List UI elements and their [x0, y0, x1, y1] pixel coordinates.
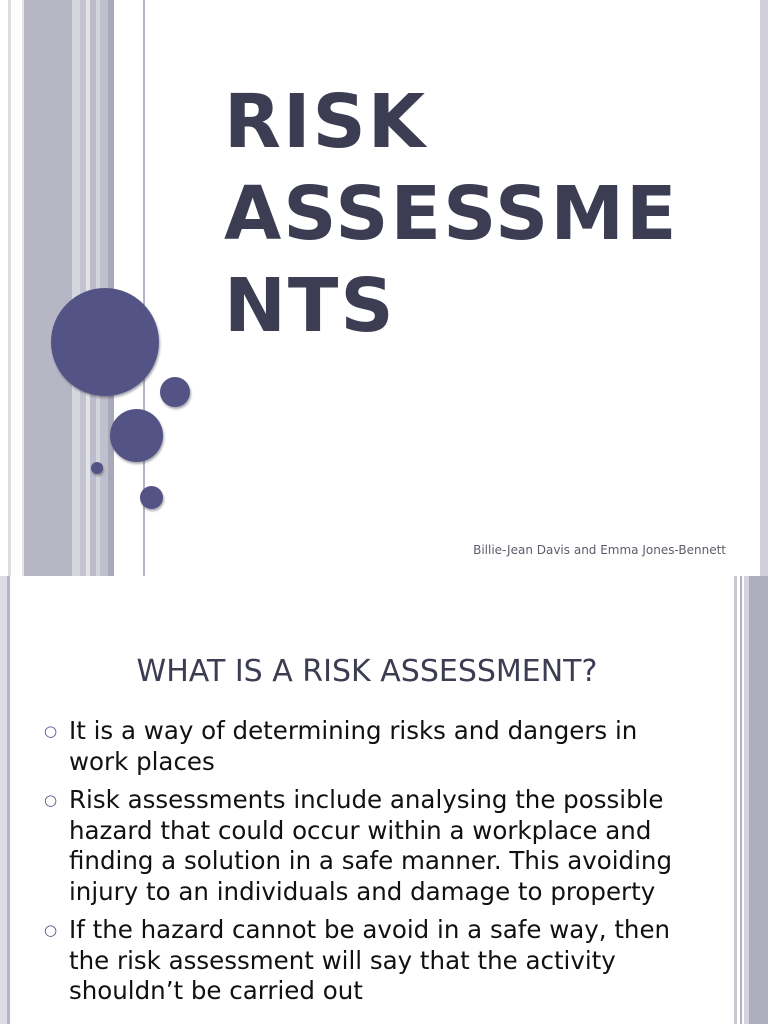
list-item [44, 716, 684, 777]
content-slide [0, 576, 768, 1024]
decor-circle [140, 486, 163, 509]
decor-circle [160, 377, 190, 407]
list-item [44, 915, 684, 1007]
slide-title [224, 76, 744, 352]
circle-bullet-icon: ○ [44, 722, 58, 740]
decor-circle [51, 288, 159, 396]
decor-band [740, 576, 742, 1024]
decor-band [760, 0, 768, 576]
list-item-text: It is a way of determining risks and dangers in work places [69, 716, 638, 776]
list-item-text: If the hazard cannot be avoid in a safe way, then the risk assessment will say that the activity shouldn’t be carried out [69, 915, 671, 1005]
decor-band [0, 576, 7, 1024]
bullet-list [44, 716, 684, 1015]
list-item [44, 785, 684, 907]
decor-band [749, 576, 768, 1024]
decor-band [72, 0, 80, 576]
circle-bullet-icon: ○ [44, 791, 58, 809]
slide-title-line: NTS [224, 263, 396, 349]
decor-circle [110, 409, 163, 462]
decor-circle [91, 462, 103, 474]
circle-bullet-icon: ○ [44, 921, 58, 939]
decor-band [24, 0, 72, 576]
decor-band [8, 0, 11, 576]
slide-title-line: RISK [224, 79, 428, 165]
list-item-text: Risk assessments include analysing the possible hazard that could occur within a workplace and finding a solution in a safe manner. This avoiding injury to an individuals and damage to property [69, 785, 672, 906]
slide-heading: WHAT IS A RISK ASSESSMENT? [136, 654, 598, 689]
decor-band [7, 576, 10, 1024]
slide-title-line: ASSESSME [224, 171, 679, 257]
decor-band [734, 576, 737, 1024]
slide-authors: Billie-Jean Davis and Emma Jones-Bennett [473, 543, 726, 557]
